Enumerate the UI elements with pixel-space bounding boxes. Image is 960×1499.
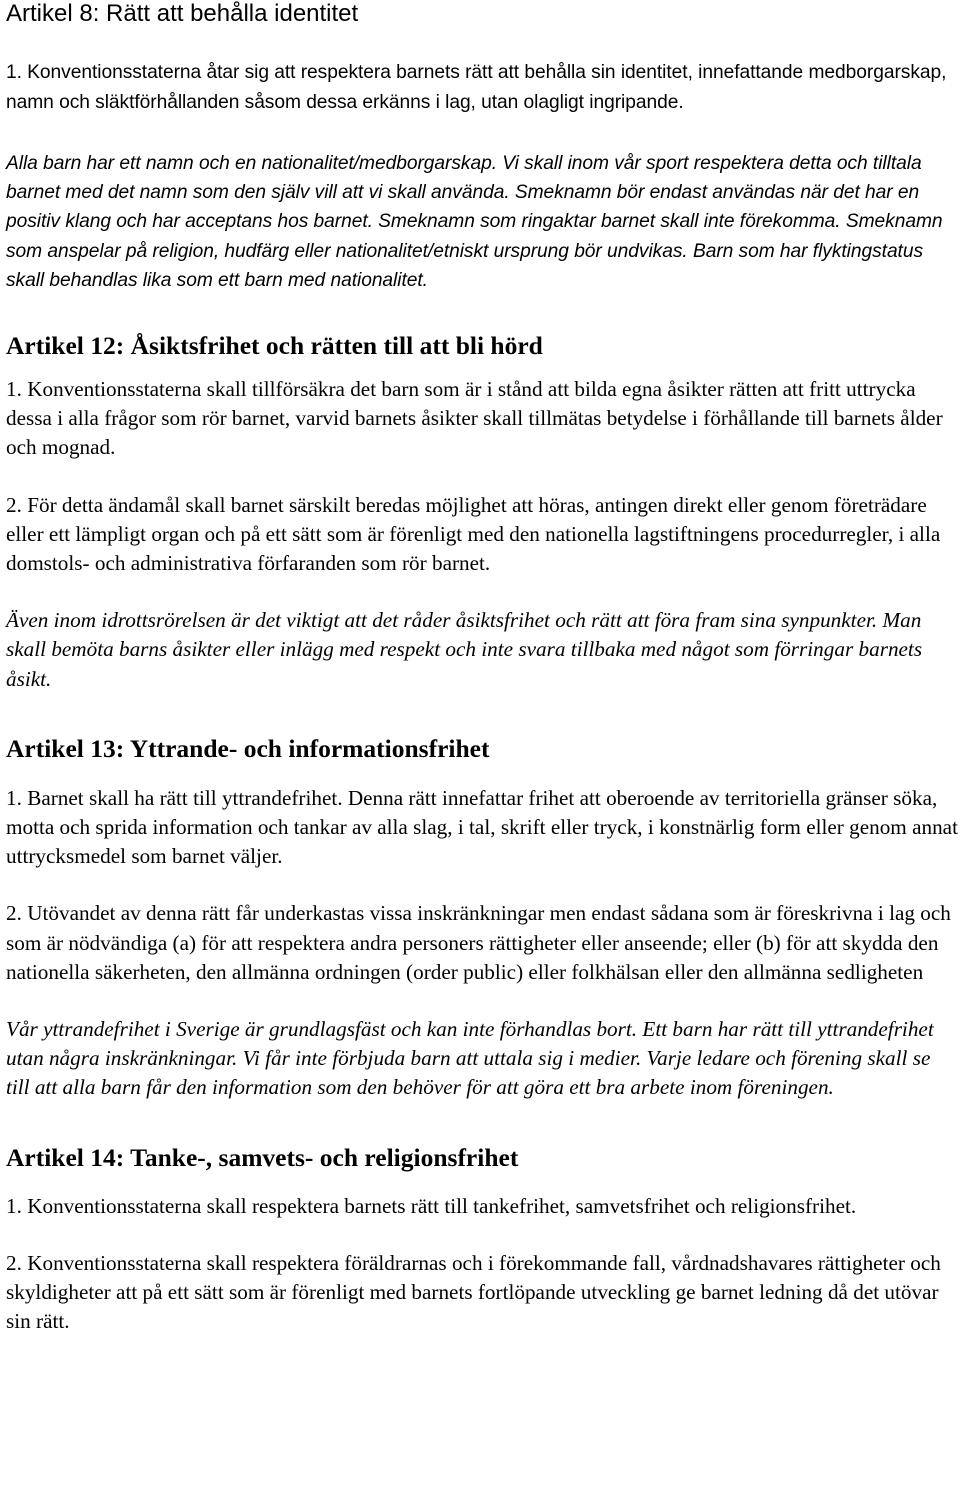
article-8-title: Artikel 8: Rätt att behålla identitet [6, 0, 359, 27]
article-12-title: Artikel 12: Åsiktsfrihet och rätten till att bli hörd [6, 331, 543, 361]
article-12 [6, 331, 958, 694]
article-8-paragraph-1: 1. Konventionsstaterna åtar sig att respektera barnets rätt att behålla sin identitet, innefattande medborgarskap, namn och släktförhållanden såsom dessa erkänns i lag, utan olagligt ingripande. [6, 62, 947, 113]
article-13-paragraph-2: 2. Utövandet av denna rätt får underkastas vissa inskränkningar men endast sådana som är föreskrivna i lag och som är nödvändiga (a) för att respektera andra personers rättigheter eller anseende; eller (b) för att skydda den nationella säkerheten, den allmänna ordningen (order public) eller folkhälsan eller den allmänna sedligheten [6, 901, 951, 984]
article-12-paragraph-1: 1. Konventionsstaterna skall tillförsäkra det barn som är i stånd att bilda egna åsikter rätten att fritt uttrycka dessa i alla frågor som rör barnet, varvid barnets åsikter skall tillmätas betydelse i förhållande till barnets ålder och mognad. [6, 377, 943, 460]
article-13-title: Artikel 13: Yttrande- och informationsfrihet [6, 733, 490, 763]
article-8 [6, 0, 958, 295]
article-13-commentary: Vår yttrandefrihet i Sverige är grundlagsfäst och kan inte förhandlas bort. Ett barn har rätt till yttrandefrihet utan några inskränkningar. Vi får inte förbjuda barn att uttala sig i medier. Varje ledare och förening skall se till att alla barn får den information som den behöver för att göra ett bra arbete inom föreningen. [6, 1017, 934, 1100]
article-14 [6, 1143, 958, 1337]
document-page [6, 0, 958, 1336]
article-14-paragraph-1: 1. Konventionsstaterna skall respektera barnets rätt till tankefrihet, samvetsfrihet och religionsfrihet. [6, 1193, 857, 1218]
article-14-title: Artikel 14: Tanke-, samvets- och religionsfrihet [6, 1142, 519, 1172]
article-13-paragraph-1: 1. Barnet skall ha rätt till yttrandefrihet. Denna rätt innefattar frihet att oberoende av territoriella gränser söka, motta och sprida information och tankar av alla slag, i tal, skrift eller tryck, i konstnärlig form eller genom annat uttrycksmedel som barnet väljer. [6, 785, 958, 869]
article-8-commentary: Alla barn har ett namn och en nationalitet/medborgarskap. Vi skall inom vår sport respektera detta och tilltala barnet med det namn som den själv vill att vi skall använda. Smeknamn bör endast användas när det har en positiv klang och har acceptans hos barnet. Smeknamn som ringaktar barnet skall inte förekomma. Smeknamn som anspelar på religion, hudfärg eller nationalitet/etniskt ursprung bör undvikas. Barn som har flyktingstatus skall behandlas lika som ett barn med nationalitet. [6, 153, 943, 291]
article-12-paragraph-2: 2. För detta ändamål skall barnet särskilt beredas möjlighet att höras, antingen direkt eller genom företrädare eller ett lämpligt organ och på ett sätt som är förenligt med den nationella lagstiftningens procedurregler, i alla domstols- och administrativa förfaranden som rör barnet. [6, 492, 941, 576]
article-14-paragraph-2: 2. Konventionsstaterna skall respektera föräldrarnas och i förekommande fall, vårdnadshavares rättigheter och skyldigheter att på ett sätt som är förenligt med barnets fortlöpande utveckling ge barnet ledning då det utövar sin rätt. [6, 1250, 941, 1334]
article-12-commentary: Även inom idrottsrörelsen är det viktigt att det råder åsiktsfrihet och rätt att föra fram sina synpunkter. Man skall bemöta barns åsikter eller inlägg med respekt och inte svara tillbaka med något som förringar barnets åsikt. [6, 608, 923, 691]
article-13 [6, 734, 958, 1103]
